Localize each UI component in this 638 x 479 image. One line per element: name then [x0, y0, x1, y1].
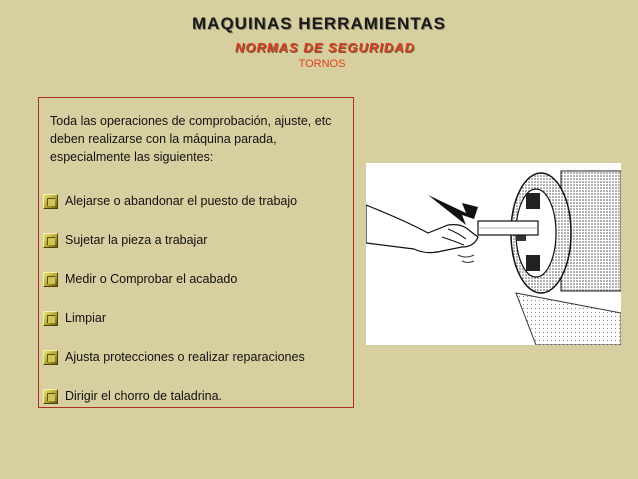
list-item	[43, 311, 355, 350]
slide-title: MAQUINAS HERRAMIENTAS	[192, 14, 446, 33]
rules-list	[43, 194, 355, 428]
intro-text: Toda las operaciones de comprobación, ajuste, etc deben realizarse con la máquina parada, especialmente las siguientes:	[50, 114, 332, 164]
checkbox-bullet-icon	[43, 311, 58, 326]
checkbox-bullet-icon	[43, 194, 58, 209]
list-item	[43, 194, 355, 233]
list-item-label: Limpiar	[65, 311, 106, 325]
checkbox-bullet-icon	[43, 389, 58, 404]
list-item	[43, 350, 355, 389]
checkbox-bullet-icon	[43, 350, 58, 365]
safety-rules-panel	[38, 97, 354, 408]
checkbox-bullet-icon	[43, 272, 58, 287]
list-item	[43, 389, 355, 428]
checkbox-bullet-icon	[43, 233, 58, 248]
section-label: TORNOS	[298, 58, 346, 70]
list-item	[43, 233, 355, 272]
list-item-label: Sujetar la pieza a trabajar	[65, 233, 208, 247]
list-item	[43, 272, 355, 311]
list-item-label: Ajusta protecciones o realizar reparaciones	[65, 350, 305, 364]
list-item-label: Dirigir el chorro de taladrina.	[65, 389, 223, 403]
list-item-label: Medir o Comprobar el acabado	[65, 272, 238, 286]
slide-subtitle: NORMAS DE SEGURIDAD	[234, 40, 416, 55]
list-item-label: Alejarse o abandonar el puesto de trabajo	[65, 194, 298, 208]
lathe-drawing	[366, 163, 621, 345]
lathe-illustration	[366, 163, 621, 345]
